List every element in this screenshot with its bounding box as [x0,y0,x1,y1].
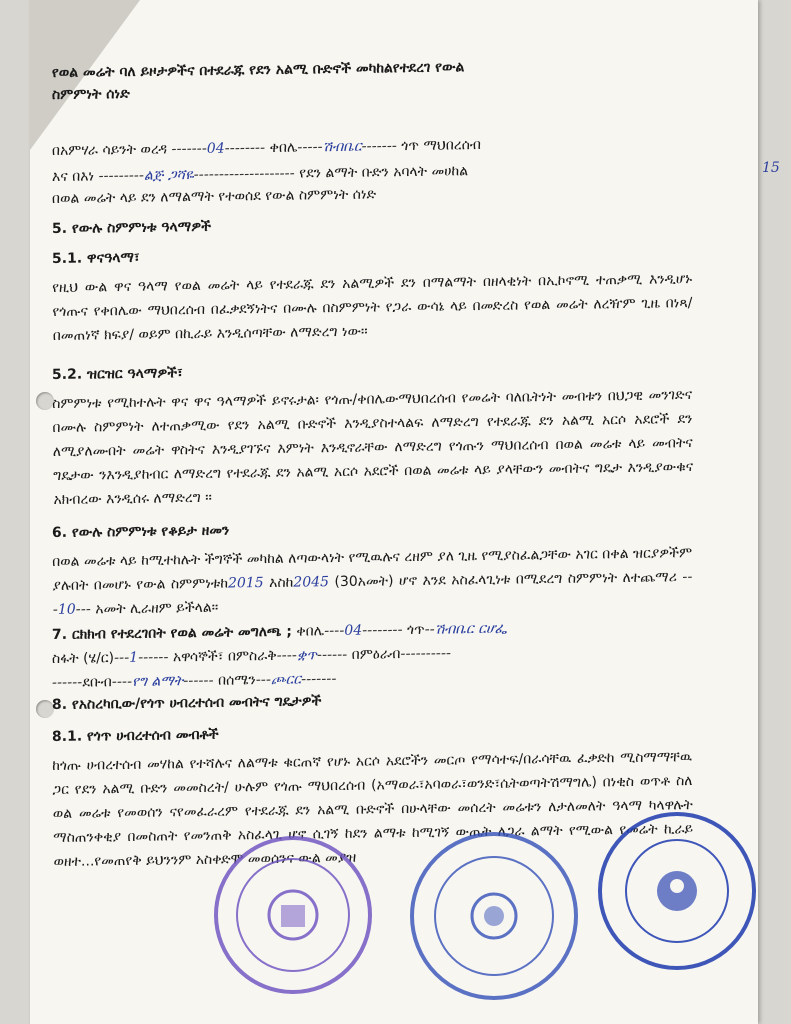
handwritten-group-leader: ልጅ ጋሻዬ [143,167,194,184]
handwritten-extra-years: 10 [57,601,76,618]
section7-line2: ስፋት (ሄ/ር)---1------ አዋሳኞች፣ በምስራቅ----ቋጥ------ በምዕራብ---------- [51,645,452,667]
handwritten-year-from: 2015 [227,575,264,592]
margin-handwritten-note: 15 [762,160,780,176]
section5-heading: 5. የውሉ ስምምነቱ ዓላማዎች [51,218,212,237]
section6-body: በወል መሬቱ ላይ ከሚተከሉት ችግኞች መካከል ለጣውላነት የሚዉሉና ረዘም ያለ ጊዜ የሚያስፈልጋቸው አገር በቀል ዝርያዎችም ያሉበት በመሆኑ የውል ስምምነቱከ2015 እስከ2045 (30አመት) ሆኖ እንደ አስፈላጊነቱ በሚደረግ ስምምነት ለተጨማሪ ---10--- አመት ሊራዘም ይችላል፡፡ [52,545,693,618]
section8-heading: 8. የአስረካቢው/የጎጥ ሀብረተሰብ መብትና ግዴታዎች [51,693,322,713]
section7-line1: 7. ርክክብ የተደረገበት የወል መሬት መግለጫ ; ቀበሌ----04-------- ጎጥ--ሽብቤር ርሆፌ [51,620,507,643]
handwritten-year-to: 2045 [293,574,330,591]
section6-heading: 6. የውሉ ስምምነቱ የቆይታ ዘመን [51,522,230,541]
emblem-icon [263,885,323,945]
document-title-line1: የወል መሬት ባለ ይዞታዎችና በተደራጁ የደን አልሚ ቡድኖች መካከልየተደረገ የውል [51,59,465,81]
handwritten-woreda: 04 [206,140,225,157]
parties-line1: በአምሃራ ሳይንት ወረዳ -------04-------- ቀበሌ-----ሽብቤር------- ጎጥ ማህበረሰብ [51,137,482,159]
section52-body: ስምምነቱ የሚከተሉት ዋና ዋና ዓላማዎች ይኖሩታል፡ የጎጡ/ቀበሌውማህበረሰብ የመሬት ባለቤትነት መብቱን በህጋዊ መንገድና በሙሉ ስምምነት ለተጠቃሚው የደን አልሚ ቡድኖች እንዲያስተላልፍ ለማድረግ የተደራጁ ደን አልሚ አርሶ አደሮች ደን ለሚያለሙበት መሬት ዋስትና እንዲያገኙና እምነት እንዲኖራቸው ለማድረግ የጎጡን ማህበረሰብ በወል መሬቱ ላይ መብትና ግዴታው ንእንዲያከብር ለማድረግ የተደራጁ ደን አልሚ አርሶ አደሮች በወል መሬቱ ላይ ያላቸውን መብትና ግዴታ እንዲያውቁና አክብረው እንዲሰሩ ለማድረግ ፡፡ [52,387,694,508]
section52-heading: 5.2. ዝርዝር ዓላማዎች፣ [51,365,183,383]
section51-heading: 5.1. ዋናዓላማ፣ [51,249,140,267]
section81-body: ከጎጡ ሀብረተሰብ መሃከል የተሻሉና ለልማቱ ቁርጠኛ የሆኑ አርሶ አደሮችን መርጦ የማሳተፍ/በራሳቸዉ ፈቃድከ ሚስማማቸዉ ጋር የደን አልሚ ቡድን መመስረት/ ሁሉም የጎጡ ማህበረሰብ (አማወራ፣አባወራ፣ወንድ፣ሴትወጣትሽማግሌ) በነቂስ ወጥቶ ስለ ወል መሬቱ የመወሰን ናየመፈራረም የተደራጁ ደን አልሚ ቡድኖች በሁላቸው መሰረት መሬቱን ለታለመለት ዓላማ ካላዋሉት ማስጠንቀቂያ በመስጠት የመንጠቅ አስፈላጊ ሆኖ ሲገኝ ከደን ልማቱ ከሚገኝ ውጤት ለጋራ ልማት የሚውል የመሬት ኪራይ ወዘተ...የመጠየቅ ይህንንም አስቀድሞ መወሰንና ውል መያዝ [52,749,694,870]
emblem-icon [650,864,704,918]
stamp-blue-right [598,812,756,970]
section51-body: የዚህ ውል ዋና ዓላማ የወል መሬት ላይ የተደራጁ ደን አልሚዎች ደን በማልማት በዘላቂነት በኢኮኖሚ ተጠቃሚ እንዲሆኑ የጎጡና የቀበሌው ማህበረሰብ በፈቃደኝነትና በሙሉ በስምምነት የጋራ ውሳኔ ላይ በመድረስ የወል መሬት ለረዥም ጊዜ በነጻ/በመጠነኛ ክፍያ/ ወይም በኪራይ እንዲሰጣቸው ለማድረግ ነው፡፡ [52,271,693,344]
parties-line3: በወል መሬት ላይ ደን ለማልማት የተወሰደ የውል ስምምነት ሰነድ [51,186,377,207]
emblem-icon [464,886,524,946]
section7-line3: ------ደቡብ----የግ ልማት------ በሰሜን---ጮርር------- [51,671,337,691]
stamp-purple [214,836,372,994]
section81-heading: 8.1. የጎጥ ሀብረተሰብ መብቶች [51,726,219,745]
parties-line2: እና በእነ ---------ልጅ ጋሻዬ-------------------- የደን ልማት ቡድን አባላት መሀከል [51,163,469,185]
stamp-blue-center [410,832,578,1000]
handwritten-kebele: ሽብቤር [322,138,362,156]
document-title-line2: ስምምነት ሰነድ [51,85,130,103]
